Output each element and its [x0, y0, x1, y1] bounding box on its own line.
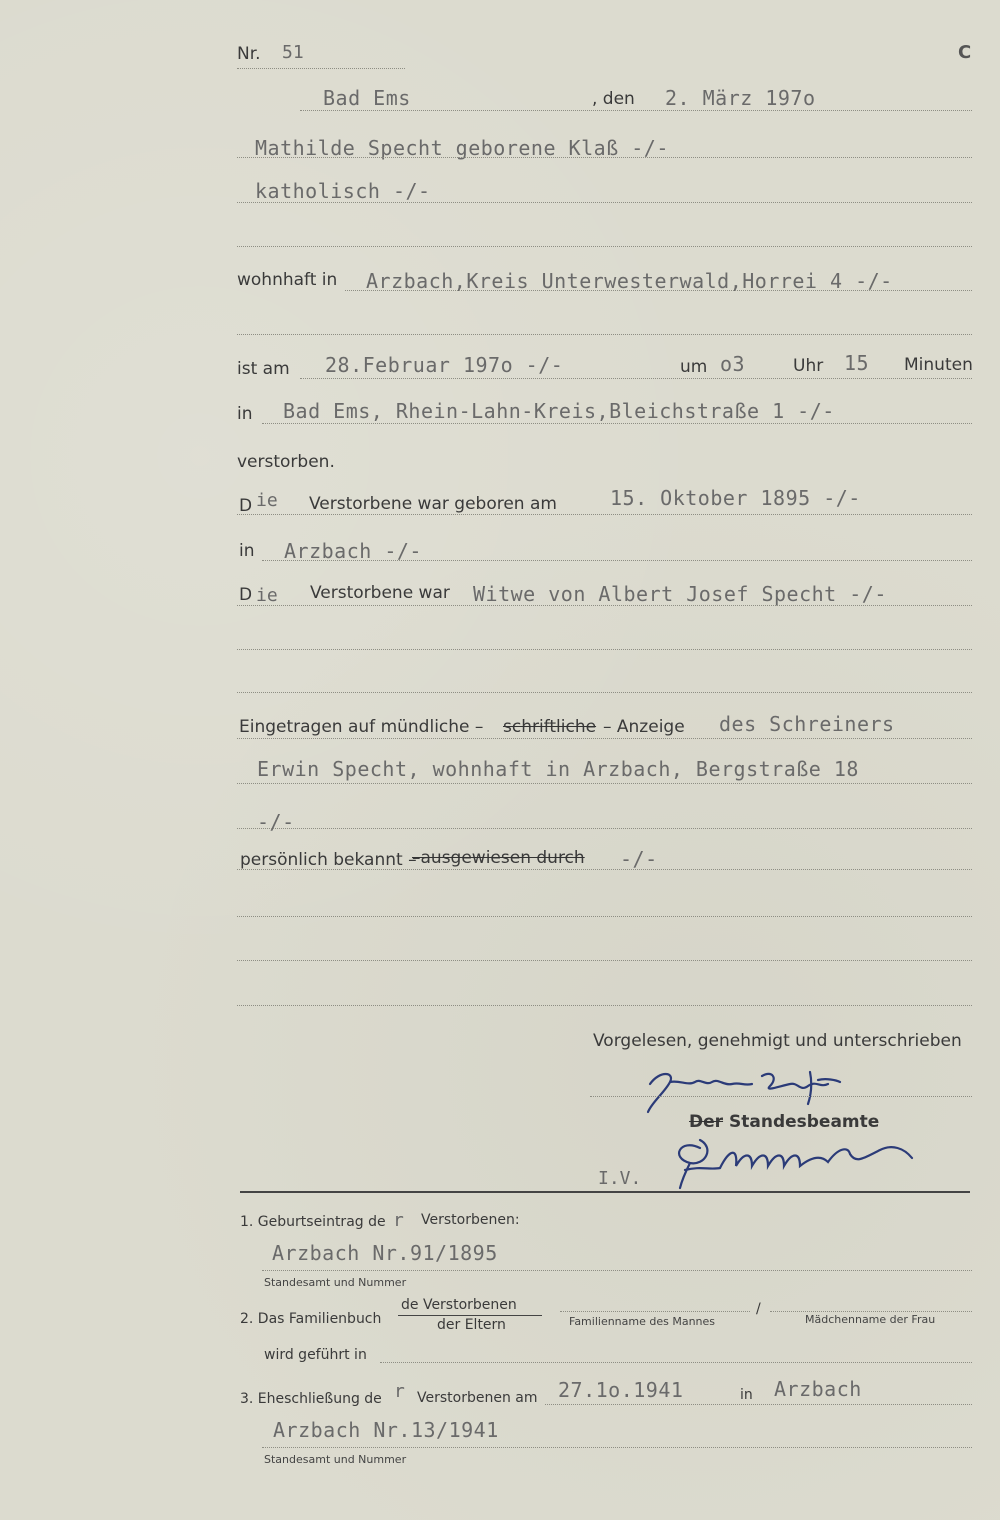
rule: [545, 1404, 972, 1405]
rule: [237, 246, 972, 247]
deceased-residence: Arzbach,Kreis Unterwesterwald,Horrei 4 -/-: [366, 269, 893, 293]
known-struck: –ausgewiesen durch: [412, 848, 585, 868]
registrar-signature: [660, 1118, 920, 1198]
rule: [237, 334, 972, 335]
rule: [300, 110, 972, 111]
marriage-register-entry: Arzbach Nr.13/1941: [273, 1418, 499, 1442]
birth-date: 15. Oktober 1895 -/-: [610, 486, 861, 510]
rule: [345, 290, 972, 291]
note-3-label: 3. Eheschließung de: [240, 1391, 382, 1407]
den-label: , den: [592, 89, 635, 109]
nr-label: Nr.: [237, 44, 261, 64]
section-divider: [240, 1191, 970, 1193]
marriage-place: Arzbach: [774, 1377, 862, 1401]
deceased-name: Mathilde Specht geborene Klaß -/-: [255, 136, 669, 160]
marriage-date: 27.1o.1941: [558, 1378, 684, 1402]
birth-d-label: D: [239, 496, 253, 516]
note-2-top: de Verstorbenen: [401, 1297, 517, 1313]
rule: [262, 560, 972, 561]
note-3-label-2: Verstorbenen am: [417, 1390, 538, 1406]
rule: [237, 738, 972, 739]
birth-register-entry: Arzbach Nr.91/1895: [272, 1241, 498, 1265]
rule: [560, 1311, 750, 1312]
birth-place: Arzbach -/-: [284, 539, 422, 563]
rule: [237, 649, 972, 650]
fraction-line: [398, 1315, 542, 1316]
minuten-label: Minuten: [904, 355, 973, 375]
note-1-caption: Standesamt und Nummer: [264, 1276, 407, 1289]
note-1-typed: r: [393, 1210, 404, 1231]
rule: [380, 1362, 972, 1363]
rule: [237, 202, 972, 203]
note-3-typed: r: [394, 1381, 405, 1402]
identification-value: -/-: [620, 847, 658, 871]
note-2-label-2: wird geführt in: [264, 1347, 367, 1363]
status-label: Verstorbene war: [310, 583, 450, 603]
rule: [262, 1447, 972, 1448]
note-2-caption-right: Mädchenname der Frau: [805, 1313, 936, 1326]
um-label: um: [680, 357, 708, 377]
rule: [237, 828, 972, 829]
status-d-label: D: [239, 585, 253, 605]
report-label-prefix: Eingetragen auf mündliche –: [239, 717, 484, 737]
rule: [237, 157, 972, 158]
registrar-label: Standesbeamte: [729, 1112, 880, 1132]
rule: [237, 1005, 972, 1006]
rule: [237, 960, 972, 961]
residence-label: wohnhaft in: [237, 270, 338, 290]
iv-label: I.V.: [598, 1168, 642, 1189]
report-label-struck: schriftliche: [503, 717, 597, 737]
ist-am-label: ist am: [237, 359, 290, 379]
rule: [300, 378, 972, 379]
status-ie-typed: ie: [256, 585, 278, 606]
birth-in-label: in: [239, 541, 255, 561]
rule: [237, 916, 972, 917]
death-hour: o3: [720, 352, 746, 376]
informant-signature: [640, 1062, 850, 1117]
rule: [770, 1311, 972, 1312]
registry-date: 2. März 197o: [665, 86, 816, 110]
record-number: 51: [282, 42, 304, 63]
birth-label: Verstorbene war geboren am: [309, 494, 557, 514]
rule: [237, 514, 972, 515]
rule: [237, 783, 972, 784]
informant-line-3: -/-: [257, 810, 295, 834]
uhr-label: Uhr: [793, 356, 824, 376]
note-2-label: 2. Das Familienbuch: [240, 1311, 382, 1327]
read-approved-label: Vorgelesen, genehmigt und unterschrieben: [593, 1031, 962, 1051]
rule: [237, 68, 405, 69]
informant-line-1: des Schreiners: [719, 712, 895, 736]
note-2-caption-left: Familienname des Mannes: [569, 1315, 716, 1328]
death-minutes: 15: [844, 351, 870, 375]
deceased-religion: katholisch -/-: [255, 179, 431, 203]
rule: [262, 423, 972, 424]
rule: [237, 605, 972, 606]
note-3-in: in: [740, 1387, 753, 1403]
corner-letter: C: [958, 42, 972, 63]
registrar-struck: Der: [689, 1112, 724, 1132]
registry-place: Bad Ems: [323, 86, 411, 110]
death-date: 28.Februar 197o -/-: [325, 353, 564, 377]
note-1-label: 1. Geburtseintrag de: [240, 1214, 386, 1230]
note-3-caption: Standesamt und Nummer: [264, 1453, 407, 1466]
death-in-label: in: [237, 404, 253, 424]
informant-line-2: Erwin Specht, wohnhaft in Arzbach, Bergstraße 18: [257, 757, 859, 781]
known-label: persönlich bekannt –: [240, 850, 417, 870]
rule: [237, 692, 972, 693]
note-2-bottom: der Eltern: [437, 1317, 506, 1333]
rule: [262, 1270, 972, 1271]
marital-status: Witwe von Albert Josef Specht -/-: [473, 582, 887, 606]
report-label-suffix: – Anzeige: [603, 717, 685, 737]
verstorben-label: verstorben.: [237, 452, 335, 472]
note-2-slash: /: [756, 1301, 761, 1317]
death-place: Bad Ems, Rhein-Lahn-Kreis,Bleichstraße 1 -/-: [283, 399, 835, 423]
note-1-label-2: Verstorbenen:: [421, 1212, 520, 1228]
rule: [590, 1096, 972, 1097]
rule: [237, 869, 972, 870]
birth-ie-typed: ie: [256, 490, 278, 511]
